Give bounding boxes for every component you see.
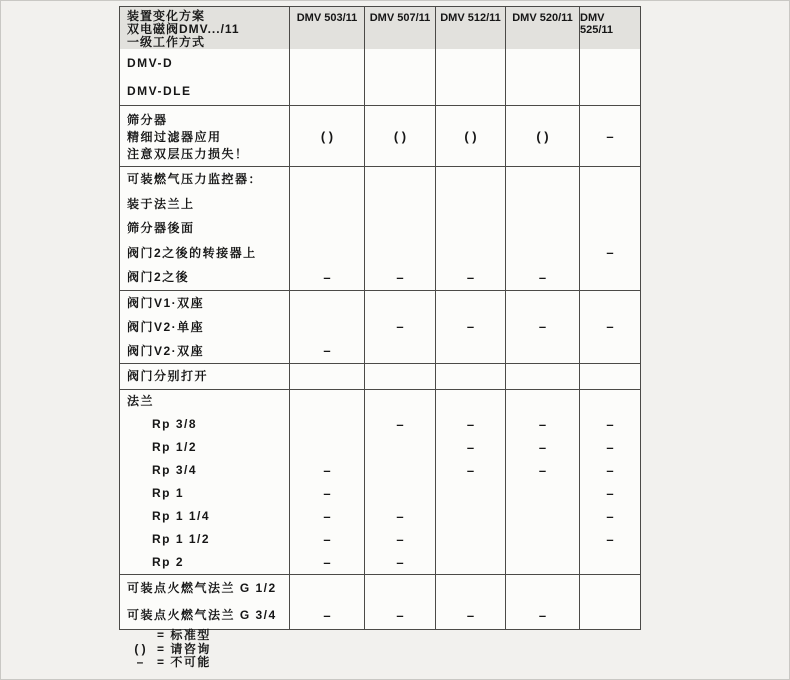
value-cell — [505, 167, 579, 192]
value-cell — [435, 575, 505, 602]
value-cell: – — [289, 339, 364, 363]
table-row — [120, 339, 640, 363]
table-row — [120, 436, 640, 459]
row-label-line: 阀门分别打开 — [127, 369, 209, 383]
value-cell — [505, 390, 579, 413]
row-label-line: Rp 1 1/4 — [152, 509, 211, 523]
value-cell — [364, 575, 435, 602]
row-label-line: 阀门V2·单座 — [127, 319, 205, 334]
value-cell — [435, 390, 505, 413]
value-cell: – — [364, 413, 435, 436]
table-section — [120, 166, 640, 290]
value-cell — [579, 339, 640, 363]
value-cell: – — [579, 528, 640, 551]
value-cell: – — [579, 482, 640, 505]
legend-row-on-request — [123, 643, 211, 657]
value-cell: – — [505, 436, 579, 459]
value-cell — [579, 575, 640, 602]
row-label-line: Rp 3/8 — [152, 417, 198, 431]
row-label — [120, 575, 289, 602]
table-row — [120, 390, 640, 413]
value-cell — [289, 390, 364, 413]
value-cell — [505, 505, 579, 528]
value-cell — [579, 192, 640, 217]
value-cell: – — [505, 315, 579, 339]
value-cell — [505, 575, 579, 602]
value-cell — [435, 241, 505, 266]
table-section — [120, 290, 640, 363]
table-row — [120, 315, 640, 339]
column-header-dmv-507: DMV 507/11 — [364, 7, 435, 49]
value-cell: ( ) — [435, 106, 505, 166]
value-cell: – — [364, 551, 435, 574]
value-cell — [289, 241, 364, 266]
value-cell — [505, 216, 579, 241]
row-label — [120, 482, 289, 505]
value-cell — [579, 265, 640, 290]
value-cell — [435, 216, 505, 241]
value-cell: – — [505, 602, 579, 629]
value-cell: – — [289, 459, 364, 482]
row-label-line: 阀门V2·双座 — [127, 343, 205, 358]
value-cell — [435, 77, 505, 105]
row-label — [120, 528, 289, 551]
value-cell — [289, 413, 364, 436]
value-cell: – — [579, 459, 640, 482]
row-label-line: 可装燃气压力监控器： — [127, 172, 263, 187]
value-cell — [435, 339, 505, 363]
value-cell — [435, 505, 505, 528]
legend-symbol-not-possible: – — [136, 655, 144, 669]
value-cell: – — [289, 551, 364, 574]
value-cell: – — [505, 265, 579, 290]
row-label — [120, 413, 289, 436]
value-cell: – — [579, 505, 640, 528]
row-label-line: Rp 2 — [152, 555, 185, 569]
table-row — [120, 192, 640, 217]
value-cell — [505, 528, 579, 551]
header-label — [120, 7, 289, 49]
value-cell: – — [364, 315, 435, 339]
table-row — [120, 106, 640, 166]
row-label-line: 注意双层压力损失！ — [127, 146, 249, 161]
value-cell — [364, 482, 435, 505]
value-cell — [364, 339, 435, 363]
value-cell: – — [289, 528, 364, 551]
value-cell: ( ) — [289, 106, 364, 166]
value-cell — [364, 390, 435, 413]
value-cell: – — [364, 505, 435, 528]
value-cell: – — [579, 106, 640, 166]
table-row — [120, 49, 640, 77]
value-cell — [435, 49, 505, 77]
value-cell — [435, 551, 505, 574]
value-cell: – — [435, 436, 505, 459]
value-cell — [364, 241, 435, 266]
value-cell — [289, 167, 364, 192]
value-cell — [364, 436, 435, 459]
value-cell — [289, 49, 364, 77]
table-row — [120, 77, 640, 105]
row-label-line: Rp 1 1/2 — [152, 532, 211, 546]
value-cell — [505, 551, 579, 574]
row-label-line: 可装点火燃气法兰 G 1/2 — [127, 581, 277, 595]
table-row — [120, 413, 640, 436]
legend-row-not-possible — [123, 656, 211, 670]
value-cell: – — [289, 602, 364, 629]
header-label-line: 一级工作方式 — [127, 35, 206, 49]
table-row — [120, 265, 640, 290]
table-header-row — [120, 7, 640, 49]
value-cell — [289, 192, 364, 217]
value-cell — [364, 216, 435, 241]
header-label-line: 装置变化方案 — [127, 9, 206, 23]
legend-label-standard: = 标准型 — [157, 628, 211, 642]
value-cell — [364, 167, 435, 192]
value-cell: – — [579, 315, 640, 339]
value-cell — [289, 315, 364, 339]
table-section — [120, 574, 640, 629]
column-header-dmv-520: DMV 520/11 — [505, 7, 579, 49]
table-row — [120, 602, 640, 629]
value-cell — [579, 390, 640, 413]
value-cell — [579, 291, 640, 315]
table-row — [120, 364, 640, 389]
value-cell: – — [435, 315, 505, 339]
table-row — [120, 241, 640, 266]
value-cell: – — [435, 459, 505, 482]
valve-variants-table — [119, 6, 641, 630]
value-cell — [435, 364, 505, 389]
row-label — [120, 216, 289, 241]
value-cell: – — [289, 482, 364, 505]
row-label-line: 可装点火燃气法兰 G 3/4 — [127, 608, 277, 622]
row-label — [120, 106, 289, 166]
table-row — [120, 459, 640, 482]
value-cell — [435, 482, 505, 505]
value-cell — [505, 482, 579, 505]
table-section — [120, 363, 640, 389]
value-cell — [289, 575, 364, 602]
value-cell — [505, 291, 579, 315]
table-body — [120, 49, 640, 629]
row-label — [120, 49, 289, 77]
value-cell — [364, 291, 435, 315]
row-label-line: 阀门2之後的转接器上 — [127, 245, 257, 260]
value-cell — [435, 291, 505, 315]
column-header-dmv-512: DMV 512/11 — [435, 7, 505, 49]
table-section — [120, 389, 640, 574]
value-cell: – — [435, 265, 505, 290]
table-row — [120, 167, 640, 192]
value-cell: – — [579, 241, 640, 266]
value-cell — [289, 216, 364, 241]
value-cell: – — [579, 436, 640, 459]
value-cell — [364, 77, 435, 105]
value-cell — [505, 364, 579, 389]
value-cell — [579, 77, 640, 105]
table-row — [120, 291, 640, 315]
table-row — [120, 216, 640, 241]
row-label-line: 阀门V1·双座 — [127, 295, 205, 310]
legend-label-not-possible: = 不可能 — [157, 655, 211, 669]
legend-label-on-request: = 请咨询 — [157, 641, 211, 656]
row-label — [120, 291, 289, 315]
table-row — [120, 575, 640, 602]
table-row — [120, 505, 640, 528]
value-cell: – — [289, 505, 364, 528]
header-label-line: 双电磁阀DMV.../11 — [127, 22, 240, 36]
table-row — [120, 551, 640, 574]
value-cell — [505, 77, 579, 105]
row-label — [120, 505, 289, 528]
value-cell — [364, 459, 435, 482]
value-cell: – — [364, 528, 435, 551]
value-cell — [505, 49, 579, 77]
row-label — [120, 551, 289, 574]
value-cell — [579, 216, 640, 241]
value-cell — [505, 241, 579, 266]
row-label-line: 法兰 — [127, 394, 155, 408]
value-cell: – — [579, 413, 640, 436]
value-cell: – — [435, 602, 505, 629]
value-cell — [289, 77, 364, 105]
value-cell: ( ) — [505, 106, 579, 166]
row-label — [120, 77, 289, 105]
row-label-line: 筛分器後面 — [127, 221, 195, 236]
row-label-line: 装于法兰上 — [127, 196, 195, 211]
row-label-line: 筛分器 — [127, 112, 168, 127]
value-cell: – — [364, 265, 435, 290]
row-label-line: Rp 1 — [152, 486, 185, 500]
row-label-line: Rp 1/2 — [152, 440, 198, 454]
legend-row-standard — [123, 629, 211, 643]
value-cell — [505, 192, 579, 217]
row-label-line: Rp 3/4 — [152, 463, 198, 477]
value-cell — [364, 364, 435, 389]
value-cell: ( ) — [364, 106, 435, 166]
value-cell — [505, 339, 579, 363]
row-label — [120, 436, 289, 459]
value-cell — [289, 364, 364, 389]
value-cell — [579, 167, 640, 192]
value-cell: – — [505, 459, 579, 482]
row-label — [120, 265, 289, 290]
value-cell — [435, 192, 505, 217]
value-cell: – — [435, 413, 505, 436]
value-cell — [435, 167, 505, 192]
row-label-line: DMV-D — [127, 56, 174, 70]
table-section — [120, 49, 640, 105]
row-label — [120, 390, 289, 413]
legend-symbol-on-request: ( ) — [134, 641, 146, 656]
row-label — [120, 167, 289, 192]
legend — [123, 629, 211, 670]
row-label-line: 阀门2之後 — [127, 270, 190, 285]
row-label-line: DMV-DLE — [127, 84, 192, 98]
row-label — [120, 364, 289, 389]
column-header-dmv-503: DMV 503/11 — [289, 7, 364, 49]
value-cell — [364, 192, 435, 217]
value-cell: – — [505, 413, 579, 436]
row-label-line: 精细过滤器应用 — [127, 129, 222, 144]
row-label — [120, 459, 289, 482]
legend-symbol-standard — [123, 629, 157, 643]
value-cell — [364, 49, 435, 77]
value-cell — [579, 551, 640, 574]
value-cell — [579, 49, 640, 77]
row-label — [120, 339, 289, 363]
row-label — [120, 315, 289, 339]
table-section — [120, 105, 640, 166]
value-cell — [579, 602, 640, 629]
row-label — [120, 602, 289, 629]
value-cell — [289, 291, 364, 315]
table-row — [120, 528, 640, 551]
row-label — [120, 241, 289, 266]
table-row — [120, 482, 640, 505]
value-cell — [289, 436, 364, 459]
value-cell — [435, 528, 505, 551]
value-cell: – — [364, 602, 435, 629]
value-cell — [579, 364, 640, 389]
value-cell: – — [289, 265, 364, 290]
column-header-dmv-525: DMV 525/11 — [579, 7, 640, 49]
row-label — [120, 192, 289, 217]
